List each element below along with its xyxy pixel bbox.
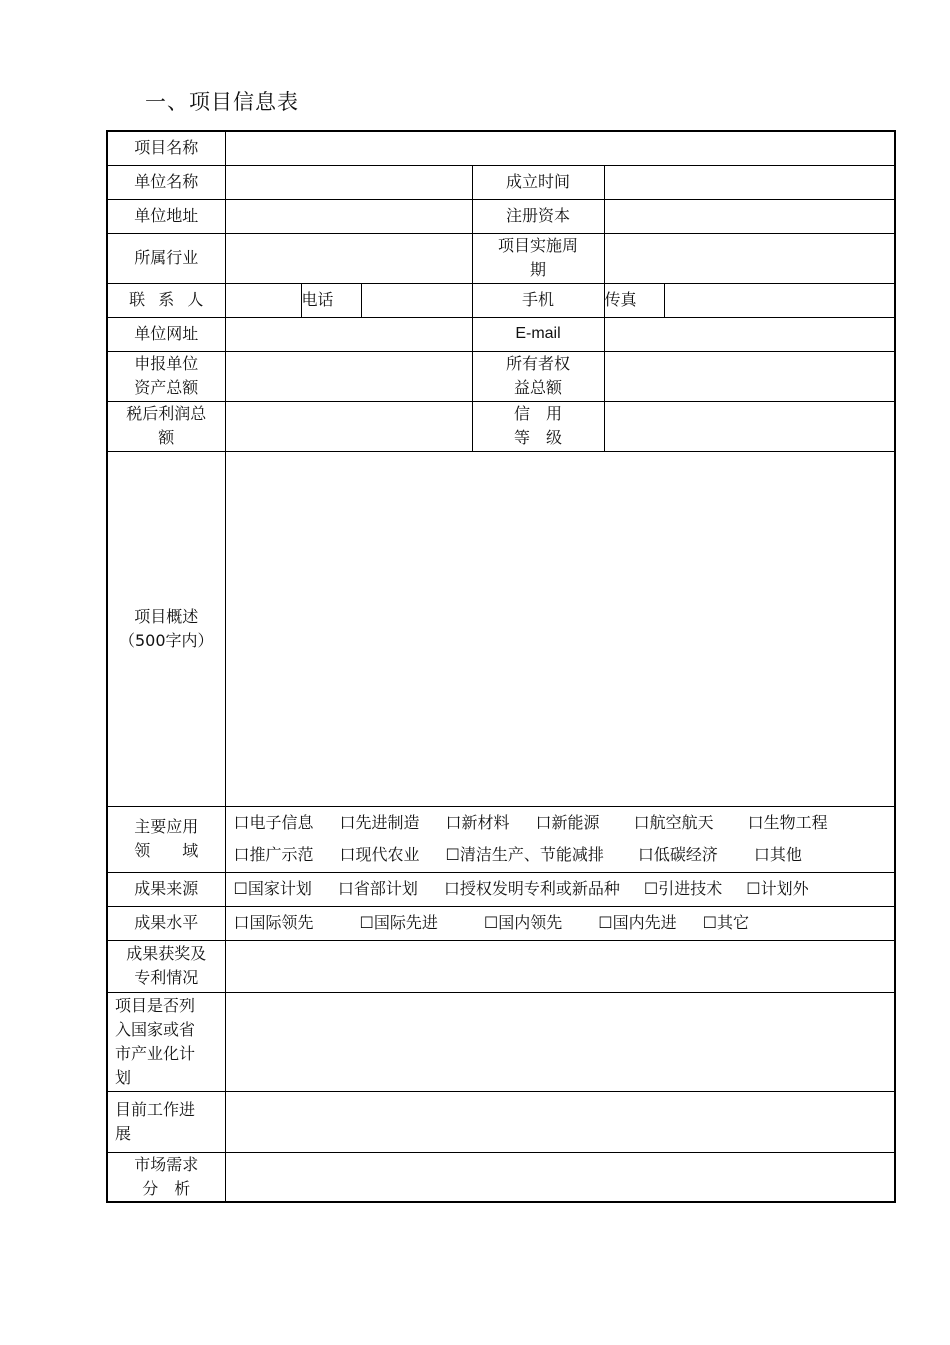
checkbox-new-energy[interactable]: 口新能源 [535, 813, 600, 832]
input-market-demand[interactable] [225, 1152, 895, 1202]
input-phone[interactable] [361, 283, 472, 317]
input-owner-equity[interactable] [604, 351, 895, 401]
label-owner-equity-line1: 所有者权 [505, 354, 570, 373]
checkbox-patent[interactable]: 口授权发明专利或新品种 [443, 879, 620, 898]
label-awards-patents-line1: 成果获奖及 [126, 944, 207, 963]
result-source-options [225, 872, 895, 906]
checkbox-modern-agriculture[interactable]: 口现代农业 [339, 845, 420, 864]
label-contact: 联 系 人 [107, 283, 225, 317]
checkbox-provincial-plan[interactable]: 口省部计划 [337, 879, 418, 898]
input-fax[interactable] [664, 283, 895, 317]
checkbox-intl-leading[interactable]: 口国际领先 [233, 913, 314, 932]
input-established[interactable] [604, 165, 895, 199]
label-result-level: 成果水平 [107, 906, 225, 940]
label-total-assets [107, 351, 225, 401]
label-owner-equity-line2: 益总额 [513, 378, 562, 397]
checkbox-domestic-leading[interactable]: ☐国内领先 [483, 913, 563, 932]
input-progress[interactable] [225, 1091, 895, 1152]
input-registered-capital[interactable] [604, 199, 895, 233]
checkbox-imported-tech[interactable]: ☐引进技术 [643, 879, 723, 898]
label-registered-capital: 注册资本 [472, 199, 604, 233]
label-unit-name: 单位名称 [107, 165, 225, 199]
input-project-name[interactable] [225, 131, 895, 165]
checkbox-promotion-demo[interactable]: 口推广示范 [233, 845, 314, 864]
checkbox-electronic-info[interactable]: 口电子信息 [233, 813, 314, 832]
label-overview [107, 451, 225, 806]
checkbox-other-field[interactable]: 口其他 [753, 845, 802, 864]
label-industry: 所属行业 [107, 233, 225, 283]
checkbox-bioengineering[interactable]: 口生物工程 [747, 813, 828, 832]
input-overview[interactable] [225, 451, 895, 806]
label-application-field [107, 806, 225, 872]
label-mobile-text: 手机 [521, 290, 554, 309]
application-field-options [225, 806, 895, 872]
input-unit-address[interactable] [225, 199, 472, 233]
label-email: E-mail [472, 317, 604, 351]
label-phone: 电话 [301, 283, 361, 317]
label-total-assets-line1: 申报单位 [134, 354, 199, 373]
input-industrialization-plan[interactable] [225, 992, 895, 1091]
label-website: 单位网址 [107, 317, 225, 351]
checkbox-new-materials[interactable]: 口新材料 [445, 813, 510, 832]
result-level-options [225, 906, 895, 940]
label-credit-rating-line1: 信 用 [513, 404, 562, 423]
checkbox-advanced-manufacturing[interactable]: 口先进制造 [339, 813, 420, 832]
label-period [472, 233, 604, 283]
label-mobile [472, 283, 604, 317]
checkbox-national-plan[interactable]: ☐国家计划 [233, 879, 312, 898]
checkbox-aerospace[interactable]: 口航空航天 [633, 813, 714, 832]
label-progress-line2: 展 [115, 1123, 132, 1143]
label-application-field-line1: 主要应用 [134, 817, 199, 836]
input-awards-patents[interactable] [225, 940, 895, 992]
checkbox-outside-plan[interactable]: ☐计划外 [746, 879, 809, 898]
input-credit-rating[interactable] [604, 401, 895, 451]
checkbox-intl-advanced[interactable]: ☐国际先进 [359, 913, 438, 932]
label-result-source: 成果来源 [107, 872, 225, 906]
label-net-profit-line1: 税后利润总 [126, 404, 207, 423]
label-awards-patents-line2: 专利情况 [134, 968, 199, 987]
label-plan-line2: 入国家或省 [115, 1019, 196, 1039]
input-industry[interactable] [225, 233, 472, 283]
label-market-demand [107, 1152, 225, 1202]
page-title: 一、项目信息表 [145, 90, 299, 114]
label-plan-line3: 市产业化计 [115, 1043, 196, 1063]
input-period[interactable] [604, 233, 895, 283]
label-plan-line4: 划 [115, 1067, 132, 1087]
project-info-table [106, 130, 896, 1203]
label-progress [107, 1091, 225, 1152]
input-total-assets[interactable] [225, 351, 472, 401]
label-industrialization-plan [107, 992, 225, 1091]
input-email[interactable] [604, 317, 895, 351]
checkbox-low-carbon[interactable]: 口低碳经济 [637, 845, 718, 864]
label-plan-line1: 项目是否列 [115, 995, 196, 1015]
label-period-line2: 期 [529, 260, 546, 279]
input-unit-name[interactable] [225, 165, 472, 199]
input-contact[interactable] [225, 283, 301, 317]
label-owner-equity [472, 351, 604, 401]
checkbox-other-level[interactable]: ☐其它 [702, 913, 749, 932]
label-credit-rating [472, 401, 604, 451]
label-unit-address: 单位地址 [107, 199, 225, 233]
input-website[interactable] [225, 317, 472, 351]
label-awards-patents [107, 940, 225, 992]
label-market-demand-line2: 分 析 [142, 1178, 191, 1198]
input-net-profit[interactable] [225, 401, 472, 451]
label-application-field-line2: 领 域 [134, 841, 199, 860]
label-net-profit [107, 401, 225, 451]
label-overview-line2: （500字内） [118, 630, 214, 650]
label-period-line1: 项目实施周 [497, 236, 578, 255]
label-fax: 传真 [604, 283, 664, 317]
label-credit-rating-line2: 等 级 [513, 428, 562, 447]
label-project-name: 项目名称 [107, 131, 225, 165]
label-net-profit-line2: 额 [158, 428, 175, 447]
checkbox-domestic-advanced[interactable]: ☐国内先进 [598, 913, 677, 932]
label-market-demand-line1: 市场需求 [134, 1154, 199, 1174]
label-total-assets-line2: 资产总额 [134, 378, 199, 397]
label-progress-line1: 目前工作进 [115, 1099, 196, 1119]
label-established: 成立时间 [472, 165, 604, 199]
label-overview-line1: 项目概述 [134, 606, 199, 626]
checkbox-clean-production[interactable]: ☐清洁生产、节能减排 [445, 845, 604, 864]
